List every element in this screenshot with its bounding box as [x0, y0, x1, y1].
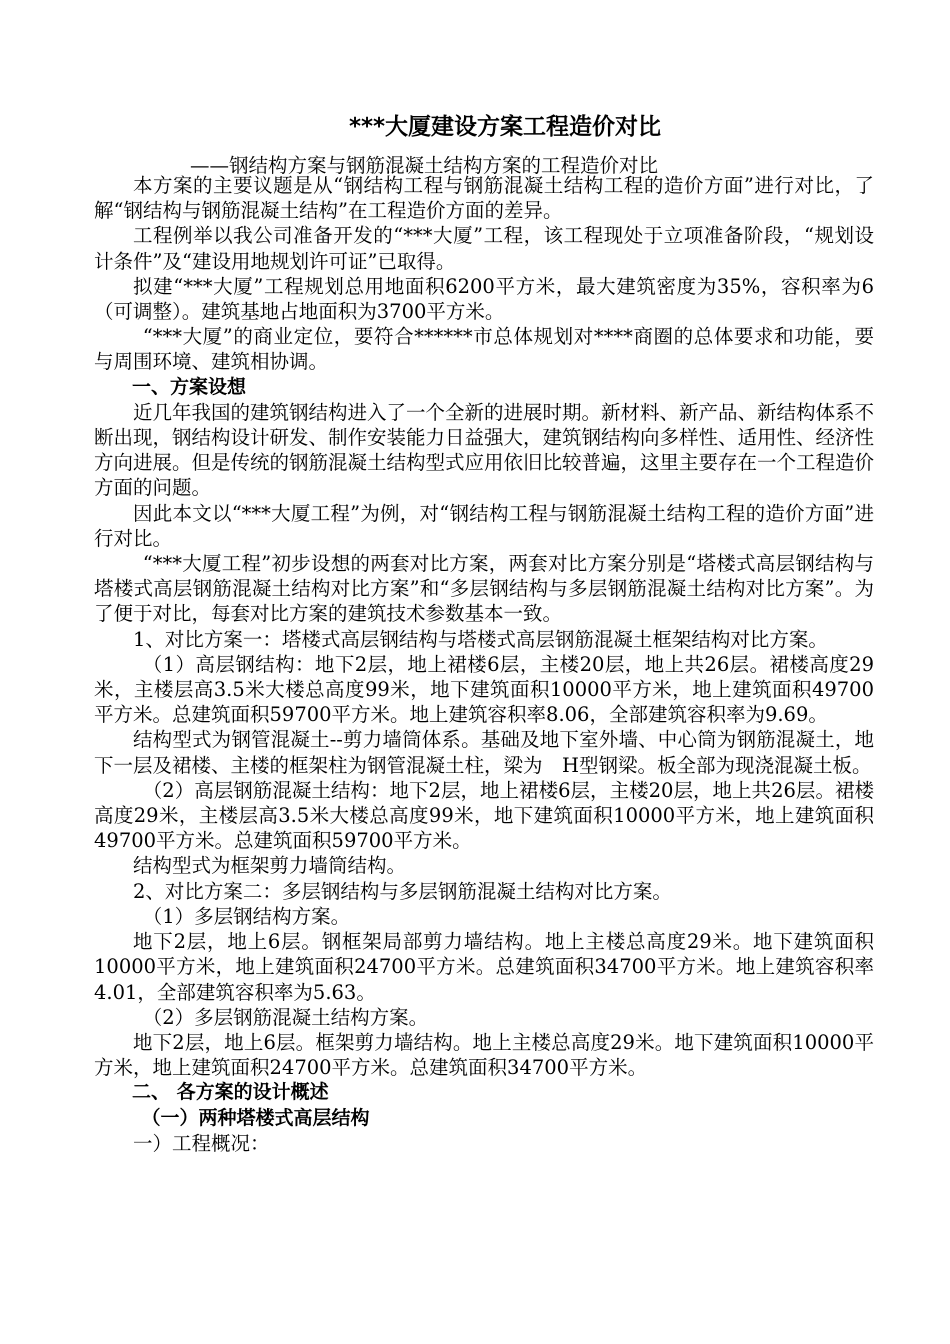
section-heading: 一、方案设想	[132, 375, 247, 398]
paragraph: （2）高层钢筋混凝土结构：地下2层，地上裙楼6层，主楼20层，地上共26层。裙楼高度29米，主楼层高3.5米大楼总高度99米，地下建筑面积10000平方米，地上建筑面积49700平方米。总建筑面积59700平方米。	[94, 778, 874, 853]
paragraph: （1）高层钢结构：地下2层，地上裙楼6层，主楼20层，地上共26层。裙楼高度29米，主楼层高3.5米大楼总高度99米，地下建筑面积10000平方米，地上建筑面积49700平方米。总建筑面积59700平方米。地上建筑容积率8.06，全部建筑容积率为9.69。	[94, 652, 874, 727]
paragraph: 近几年我国的建筑钢结构进入了一个全新的进展时期。新材料、新产品、新结构体系不断出现，钢结构设计研发、制作安装能力日益强大，建筑钢结构向多样性、适用性、经济性方向进展。但是传统的钢筋混凝土结构型式应用依旧比较普遍，这里主要存在一个工程造价方面的问题。	[94, 400, 875, 500]
paragraph: 本方案的主要议题是从“钢结构工程与钢筋混凝土结构工程的造价方面”进行对比，了解“钢结构与钢筋混凝土结构”在工程造价方面的差异。	[94, 174, 874, 223]
paragraph: “***大厦工程”初步设想的两套对比方案，两套对比方案分别是“塔楼式高层钢结构与塔楼式高层钢筋混凝土结构对比方案”和“多层钢结构与多层钢筋混凝土结构对比方案”。为了便于对比，每套对比方案的建筑技术参数基本一致。	[94, 552, 874, 626]
paragraph: 因此本文以“***大厦工程”为例，对“钢结构工程与钢筋混凝土结构工程的造价方面”进行对比。	[94, 501, 874, 550]
paragraph: 地下2层，地上6层。框架剪力墙结构。地上主楼总高度29米。地下建筑面积10000平方米，地上建筑面积24700平方米。总建筑面积34700平方米。	[94, 1030, 874, 1080]
paragraph: 1、对比方案一：塔楼式高层钢结构与塔楼式高层钢筋混凝土框架结构对比方案。	[133, 627, 828, 651]
paragraph: 拟建“***大厦”工程规划总用地面积6200平方米，最大建筑密度为35%，容积率为6（可调整）。建筑基地占地面积为3700平方米。	[94, 274, 874, 324]
paragraph: 结构型式为框架剪力墙筒结构。	[133, 854, 407, 878]
paragraph: 结构型式为钢管混凝土--剪力墙筒体系。基础及地下室外墙、中心筒为钢筋混凝土，地下一层及裙楼、主楼的框架柱为钢管混凝土柱，梁为 H型钢梁。板全部为现浇混凝土板。	[94, 728, 874, 777]
document-subtitle: ——钢结构方案与钢筋混凝土结构方案的工程造价对比	[190, 154, 659, 177]
paragraph: 一）工程概况：	[133, 1131, 270, 1155]
paragraph: 2、对比方案二：多层钢结构与多层钢筋混凝土结构对比方案。	[133, 879, 672, 903]
section-heading: 二、 各方案的设计概述	[132, 1081, 329, 1104]
paragraph: （2）多层钢筋混凝土结构方案。	[142, 1005, 429, 1029]
paragraph: “***大厦”的商业定位，要符合******市总体规划对****商圈的总体要求和功能，要与周围环境、建筑相协调。	[94, 325, 874, 374]
document-title: ***大厦建设方案工程造价对比	[348, 114, 662, 140]
document-body	[94, 173, 874, 1156]
paragraph: 地下2层，地上6层。钢框架局部剪力墙结构。地上主楼总高度29米。地下建筑面积10000平方米，地上建筑面积24700平方米。总建筑面积34700平方米。地上建筑容积率4.01，全部建筑容积率为5.63。	[94, 930, 874, 1004]
paragraph: 工程例举以我公司准备开发的“***大厦”工程，该工程现处于立项准备阶段，“规划设计条件”及“建设用地规划许可证”已取得。	[94, 224, 874, 273]
paragraph: （1）多层钢结构方案。	[142, 904, 351, 928]
subsection-heading: （一）两种塔楼式高层结构	[141, 1106, 370, 1129]
